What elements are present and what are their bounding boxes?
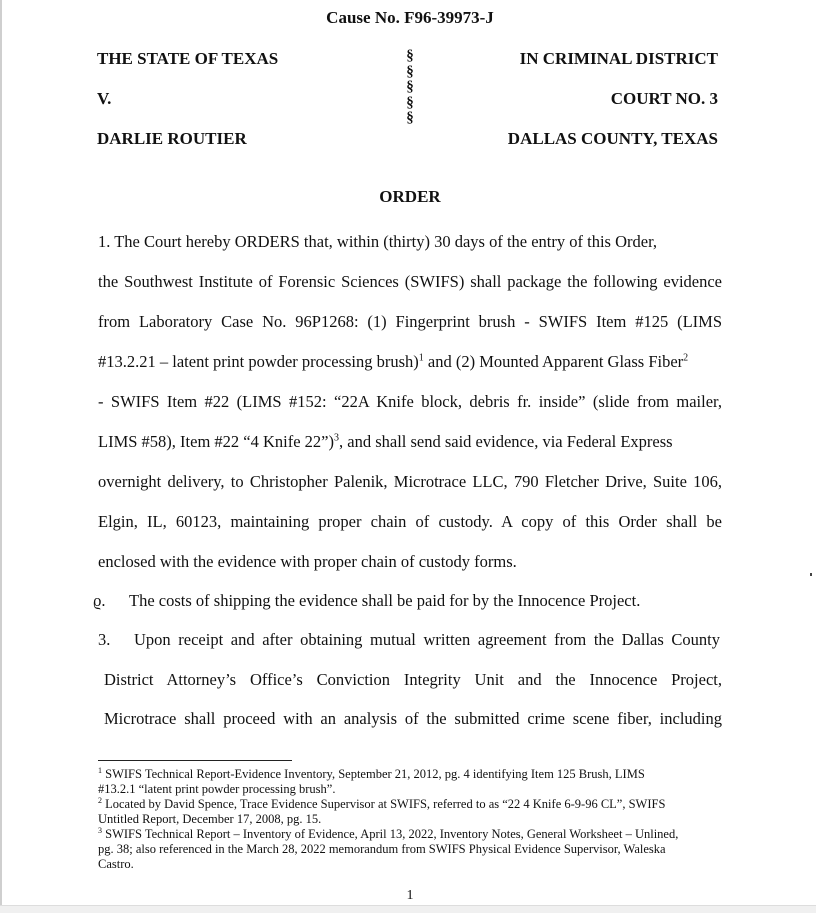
section-symbol: § (406, 63, 414, 80)
paragraph-1-text: #13.2.21 – latent print powder processing brush) (98, 352, 419, 371)
caption-court-line-1: IN CRIMINAL DISTRICT (519, 49, 718, 68)
footnote-3-continued: Castro. (98, 857, 134, 871)
paragraph-1-line: overnight delivery, to Christopher Palenik, Microtrace LLC, 790 Fletcher Drive, Suite 106, (98, 472, 722, 491)
paragraph-3-text: Upon receipt and after obtaining mutual written agreement from the Dallas County (134, 630, 720, 649)
order-title: ORDER (379, 187, 441, 206)
footnote-1-marker: 1 (98, 765, 102, 775)
footnote-3-text: SWIFS Technical Report – Inventory of Evidence, April 13, 2022, Inventory Notes, General Worksheet – Unlined, (102, 827, 679, 841)
paragraph-1-line (98, 352, 722, 372)
caption-court-line-3: DALLAS COUNTY, TEXAS (507, 129, 718, 148)
paragraph-1-line: Elgin, IL, 60123, maintaining proper chain of custody. A copy of this Order shall be (98, 512, 722, 531)
footnote-2-text: Located by David Spence, Trace Evidence Supervisor at SWIFS, referred to as “22 4 Knife 6-9-96 CL”, SWIFS (102, 797, 666, 811)
paragraph-1-text: and (2) Mounted Apparent Glass Fiber (423, 352, 684, 371)
caption-party-state: THE STATE OF TEXAS (97, 49, 279, 68)
cause-number: Cause No. F96-39973-J (326, 8, 494, 27)
footnote-1-continued: #13.2.1 “latent print powder processing brush”. (98, 782, 336, 796)
footnote-ref-3: 3 (334, 432, 339, 444)
section-symbol-column (400, 49, 420, 127)
paragraph-1-text: , and shall send said evidence, via Federal Express (339, 432, 673, 451)
paragraph-2-number: ϱ. (93, 591, 106, 610)
section-symbol: § (406, 110, 414, 126)
paragraph-3-number: 3. (98, 630, 111, 649)
paragraph-2 (93, 591, 717, 611)
footnote-3-marker: 3 (98, 825, 102, 835)
paragraph-1-line: - SWIFS Item #22 (LIMS #152: “22A Knife block, debris fr. inside” (slide from mailer, (98, 392, 722, 411)
caption-versus: V. (97, 89, 112, 108)
footnote-3-continued: pg. 38; also referenced in the March 28, 2022 memorandum from SWIFS Physical Evidence Supervisor, Waleska (98, 842, 666, 856)
footnote-2-marker: 2 (98, 795, 102, 805)
scan-speck (810, 573, 812, 576)
paragraph-1-line: 1. The Court hereby ORDERS that, within (thirty) 30 days of the entry of this Order, (98, 232, 658, 251)
paragraph-1-line: enclosed with the evidence with proper chain of custody forms. (98, 552, 517, 571)
paragraph-3-line: Microtrace shall proceed with an analysis of the submitted crime scene fiber, including (104, 709, 722, 728)
paragraph-3-line (98, 630, 722, 650)
caption-court-line-2: COURT NO. 3 (610, 89, 718, 108)
footnote-ref-2: 2 (683, 352, 689, 364)
footnote-2 (98, 797, 724, 812)
page-number: 1 (406, 888, 414, 903)
footnote-1-text: SWIFS Technical Report-Evidence Inventory, September 21, 2012, pg. 4 identifying Item 125 Brush, LIMS (102, 767, 645, 781)
footnote-2-continued: Untitled Report, December 17, 2008, pg. 15. (98, 812, 322, 826)
paragraph-2-text: The costs of shipping the evidence shall be paid for by the Innocence Project. (129, 591, 641, 610)
section-symbol: § (406, 48, 414, 64)
section-symbol: § (406, 79, 414, 95)
section-symbol: § (406, 94, 414, 111)
paragraph-1-line: from Laboratory Case No. 96P1268: (1) Fingerprint brush - SWIFS Item #125 (LIMS (98, 312, 722, 331)
paragraph-3-line: District Attorney’s Office’s Conviction Integrity Unit and the Innocence Project, (104, 670, 722, 689)
paragraph-1-text: LIMS #58), Item #22 “4 Knife 22”) (98, 432, 334, 451)
footnote-ref-1: 1 (418, 352, 424, 364)
footnote-3 (98, 827, 724, 842)
footnote-divider (98, 760, 292, 761)
paragraph-1-line: the Southwest Institute of Forensic Sciences (SWIFS) shall package the following evidence (98, 272, 722, 291)
caption-party-defendant: DARLIE ROUTIER (97, 129, 247, 148)
paragraph-1-line (98, 432, 722, 452)
footnote-1 (98, 767, 724, 782)
